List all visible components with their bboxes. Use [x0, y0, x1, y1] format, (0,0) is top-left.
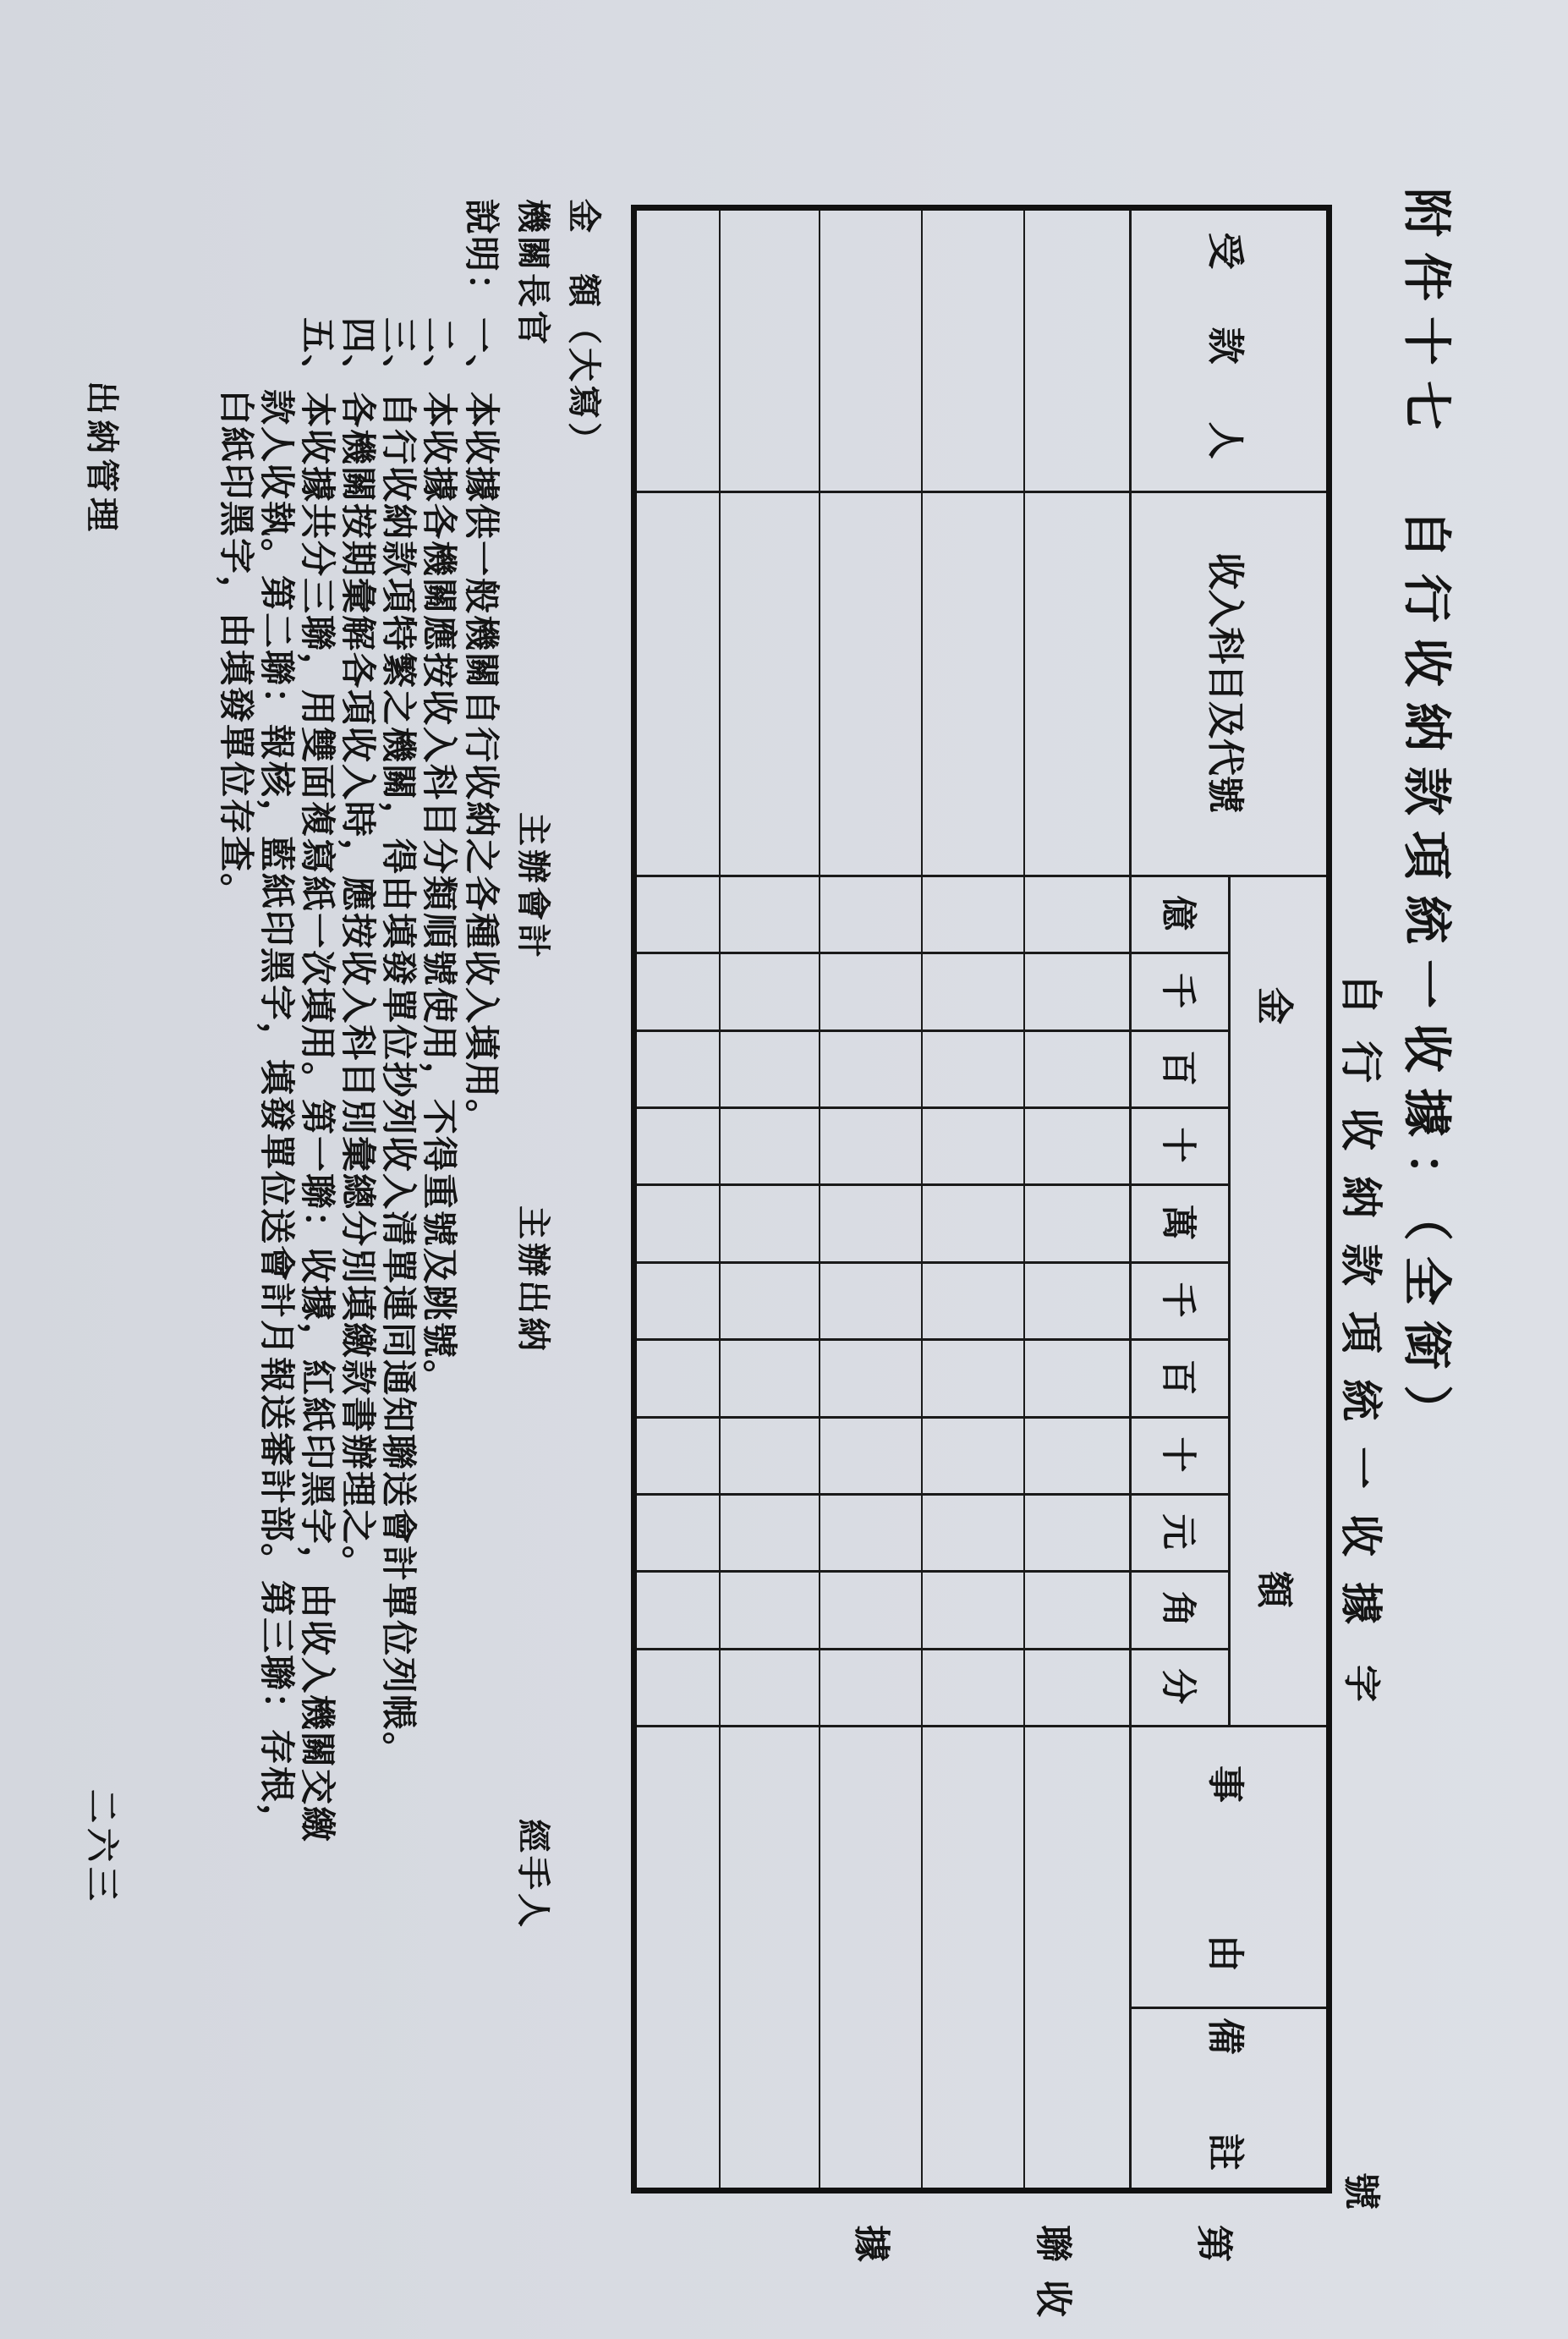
agency-head-label: 機關長官 — [513, 199, 552, 348]
digit-label: 元 — [1158, 1513, 1200, 1550]
handler-label: 經手人 — [513, 1819, 552, 1930]
col-divider-amount-end — [637, 1725, 1326, 1727]
remarks-header-right: 註 — [1203, 2133, 1247, 2171]
digit-label: 十 — [1158, 1127, 1200, 1163]
note-item-1: 一、本收據供一般機關自行收納之各種收入填用。 — [461, 317, 502, 1137]
serial-char-label: 字 — [1340, 1665, 1383, 1702]
note-item-5: 五、本收據共分三聯，用雙面複寫紙一次填用。第一聯：收據，紅紙印黑字，由收入機關交繳 — [297, 317, 338, 1844]
note-item-4: 四、各機關按期彙解各項收入時，應按收入科目別彙總分別填繳款書辦理之。 — [337, 317, 379, 1584]
reason-header-left: 事 — [1203, 1765, 1247, 1803]
note-item-2: 二、本收據各機關應按收入科目分類順號使用，不得重號及跳號。 — [419, 317, 460, 1397]
digit-label: 億 — [1158, 895, 1200, 931]
copy-label-suffix-2 — [854, 2218, 891, 2261]
digit-label: 十 — [1158, 1436, 1200, 1473]
chief-accountant-label: 主辦會計 — [513, 812, 552, 961]
amount-in-words-label: 金 額（大寫） — [564, 199, 603, 459]
payee-header: 受 款 人 — [1203, 232, 1247, 469]
copy-label-lian: 聯 — [1036, 2218, 1073, 2261]
form-title: 自行收納款項統一收據 — [1336, 973, 1385, 1650]
amount-header-left: 金 — [1253, 987, 1297, 1024]
revenue-item-header: 收入科目及代號 — [1203, 552, 1247, 813]
copy-label-middle — [1036, 2218, 1073, 2261]
copy-label — [1197, 2218, 1234, 2261]
copy-label-suffix — [1036, 2273, 1073, 2316]
row-line — [719, 211, 721, 2188]
remarks-header-left: 備 — [1203, 2018, 1247, 2055]
note-item-5-cont-2: 白紙印黑字，由填發單位存查。 — [216, 389, 257, 911]
row-line — [921, 211, 923, 2188]
attachment-title: 附件十七 自行收納款項統一收據：（全銜） — [1398, 188, 1456, 1450]
digit-label: 百 — [1158, 1359, 1200, 1395]
digit-label: 分 — [1158, 1668, 1200, 1705]
copy-label-ju: 據 — [854, 2218, 891, 2261]
note-item-5-cont-1: 款人收執。第二聯：報核，藍紙印黑字，填發單位送會計月報送審計部。第三聯：存根， — [256, 389, 298, 1842]
digit-label: 萬 — [1158, 1204, 1200, 1240]
row-line — [1023, 211, 1025, 2188]
digit-label: 百 — [1158, 1050, 1200, 1086]
page-number: 二六三 — [82, 1789, 121, 1906]
serial-number-suffix: 號 — [1340, 2172, 1383, 2210]
copy-label-prefix: 第 — [1197, 2218, 1234, 2261]
chief-cashier-label: 主辦出納 — [513, 1205, 552, 1354]
amount-header-right: 額 — [1253, 1571, 1297, 1608]
running-title: 出納管理 — [82, 381, 121, 536]
digit-label: 千 — [1158, 972, 1200, 1008]
note-item-3: 三、自行收納款項特繁之機關，得由填發單位抄列收入清單連同通知聯送會計單位列帳。 — [378, 317, 419, 1770]
digit-label: 千 — [1158, 1282, 1200, 1318]
notes-heading: 說明： — [461, 199, 502, 311]
digit-label: 角 — [1158, 1590, 1200, 1627]
row-line — [819, 211, 820, 2188]
reason-header-right: 由 — [1203, 1935, 1247, 1972]
receipt-table — [631, 205, 1332, 2193]
copy-label-shou: 收 — [1036, 2273, 1073, 2316]
